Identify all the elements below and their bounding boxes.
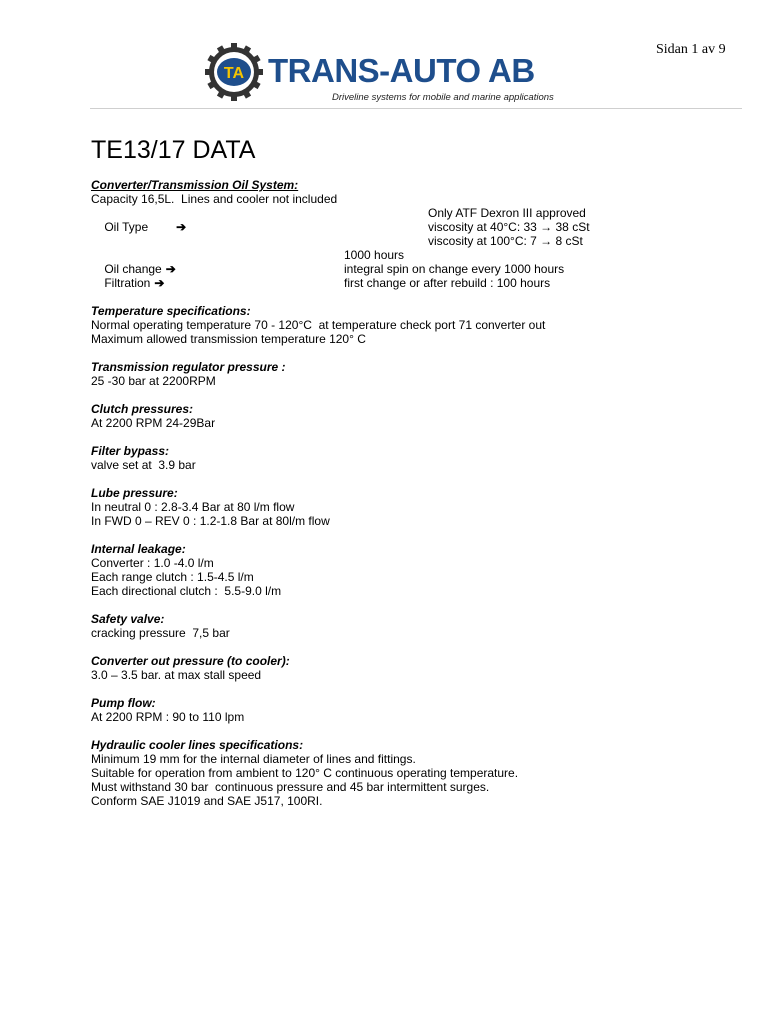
document-title: TE13/17 DATA: [91, 136, 256, 164]
oil-type-value: Only ATF Dexron III approved: [428, 206, 586, 220]
leakage-heading: Internal leakage:: [91, 542, 186, 556]
right-arrow-icon: ➔: [165, 262, 176, 276]
cooler-heading: Hydraulic cooler lines specifications:: [91, 738, 304, 752]
viscosity-100: viscosity at 100°C: 7 → 8 cSt: [428, 234, 583, 248]
cooler-line-2: Suitable for operation from ambient to 120° C continuous operating temperature.: [91, 766, 519, 780]
company-name: TRANS-AUTO AB: [268, 52, 535, 89]
viscosity-100-row: [91, 234, 731, 248]
temperature-heading: Temperature specifications:: [91, 304, 251, 318]
filtration-label: Filtration: [104, 276, 151, 290]
cooler-line-4: Conform SAE J1019 and SAE J517, 100RI.: [91, 794, 323, 808]
oil-system-heading: Converter/Transmission Oil System:: [91, 178, 299, 192]
first-change: first change or after rebuild : 100 hours: [344, 276, 551, 290]
viscosity-40-row: [91, 220, 731, 234]
right-arrow-icon: ➔: [154, 276, 165, 290]
logo-initials: TA: [223, 65, 245, 82]
lube-line-1: In neutral 0 : 2.8-3.4 Bar at 80 l/m flow: [91, 500, 295, 514]
spec-content: [91, 178, 731, 808]
header-divider: [90, 108, 742, 109]
lube-line-2: In FWD 0 – REV 0 : 1.2-1.8 Bar at 80l/m flow: [91, 514, 330, 528]
capacity-line: Capacity 16,5L. Lines and cooler not included: [91, 192, 338, 206]
temperature-line-2: Maximum allowed transmission temperature 120° C: [91, 332, 366, 346]
safety-heading: Safety valve:: [91, 612, 165, 626]
regulator-heading: Transmission regulator pressure :: [91, 360, 286, 374]
oil-change-value: 1000 hours: [344, 248, 405, 262]
oil-change-label: Oil change: [104, 262, 162, 276]
first-change-row: [91, 276, 731, 290]
leakage-line-1: Converter : 1.0 -4.0 l/m: [91, 556, 214, 570]
pump-heading: Pump flow:: [91, 696, 156, 710]
gear-logo-icon: [204, 42, 264, 102]
lube-heading: Lube pressure:: [91, 486, 178, 500]
cooler-line-3: Must withstand 30 bar continuous pressure and 45 bar intermittent surges.: [91, 780, 490, 794]
safety-line-1: cracking pressure 7,5 bar: [91, 626, 230, 640]
temperature-line-1: Normal operating temperature 70 - 120°C at temperature check port 71 converter out: [91, 318, 546, 332]
pump-line-1: At 2200 RPM : 90 to 110 lpm: [91, 710, 245, 724]
page-number: Sidan 1 av 9: [656, 42, 726, 57]
leakage-line-3: Each directional clutch : 5.5-9.0 l/m: [91, 584, 282, 598]
leakage-line-2: Each range clutch : 1.5-4.5 l/m: [91, 570, 254, 584]
company-tagline: Driveline systems for mobile and marine applications: [332, 92, 554, 103]
regulator-line-1: 25 -30 bar at 2200RPM: [91, 374, 216, 388]
converter-out-heading: Converter out pressure (to cooler):: [91, 654, 290, 668]
filtration-value: integral spin on change every 1000 hours: [344, 262, 565, 276]
viscosity-40: viscosity at 40°C: 33 → 38 cSt: [428, 220, 590, 234]
converter-out-line-1: 3.0 – 3.5 bar. at max stall speed: [91, 668, 262, 682]
filter-line-1: valve set at 3.9 bar: [91, 458, 196, 472]
cooler-line-1: Minimum 19 mm for the internal diameter of lines and fittings.: [91, 752, 416, 766]
right-arrow-icon: ➔: [176, 220, 187, 234]
filter-heading: Filter bypass:: [91, 444, 170, 458]
clutch-line-1: At 2200 RPM 24-29Bar: [91, 416, 216, 430]
oil-type-label: Oil Type: [104, 220, 149, 234]
clutch-heading: Clutch pressures:: [91, 402, 194, 416]
company-logo: [204, 42, 554, 104]
